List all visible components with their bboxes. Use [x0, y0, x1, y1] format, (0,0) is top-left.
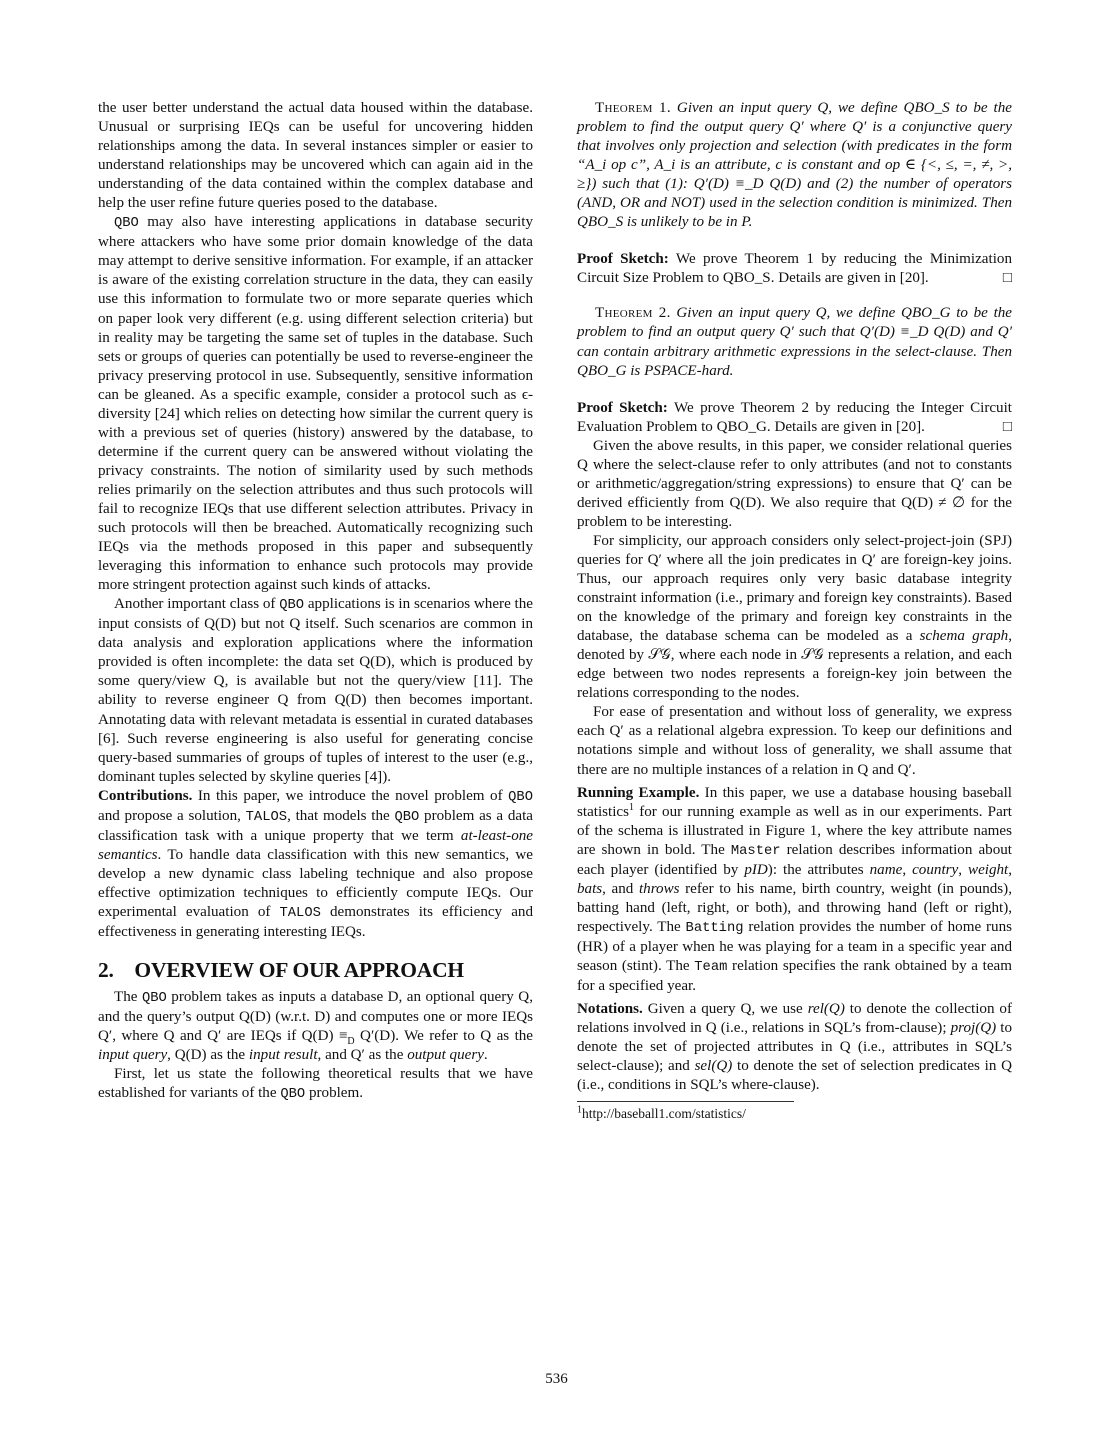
text-run: , denoted by 𝒮𝒢, where each node in 𝒮𝒢 represents a relation, and each edge between two nodes represents a foreign-key join between the relations corresponding to the nodes. [577, 628, 1012, 702]
notations-heading: Notations. [577, 1001, 643, 1018]
text-run: problem. [305, 1085, 364, 1102]
text-run: The [114, 989, 142, 1006]
text-run: , [1008, 861, 1013, 878]
text-run: demonstrates its efficiency and effectiveness in generating interesting IEQs. [98, 903, 533, 941]
proof-2-text: We prove Theorem 2 by reducing the Integer Circuit Evaluation Problem to QBO_G. Details are given in [20]. [577, 399, 1012, 435]
running-example-heading: Running Example. [577, 784, 700, 801]
text-run: In this paper, we use a database housing baseball statistics [577, 784, 1012, 820]
paragraph-spj [577, 532, 1012, 703]
text-run: problem takes as inputs a database D, an optional query Q, and the query’s output Q(D) (w.r.t. D) and computes one or more IEQs Q′, where Q and Q′ are IEQs if Q(D) ≡ [98, 989, 533, 1045]
text-run: for our running example as well as in our experiments. Part of the schema is illustrated in Figure 1, where the key attribute names are shown in bold. The [577, 803, 1012, 858]
paragraph-given-results: Given the above results, in this paper, we consider relational queries Q where the select-clause refer to only attributes (and not to constants or arithmetic/aggregation/string expressions) to ensure that Q′ can be derived efficiently from Q(D). We also require that Q(D) ≠ ∅ for the problem to be interesting. [577, 437, 1012, 530]
code-master: Master [730, 843, 781, 859]
code-team: Team [694, 959, 728, 975]
proof-sketch-2 [577, 399, 1012, 437]
emphasis-term: at-least-one semantics [98, 827, 533, 863]
text-run: relation describes information about each player (identified by [577, 841, 1013, 878]
text-run: First, let us state the following theoretical results that we have established for variants of the [98, 1066, 533, 1102]
emphasis-term: proj(Q) [950, 1020, 997, 1037]
text-run: , Q(D) as the [167, 1047, 249, 1064]
text-run: relation specifies the rank obtained by a team for a specified year. [577, 957, 1012, 995]
emphasis-term: pID [744, 861, 768, 878]
code-qbo: QBO [280, 1087, 306, 1103]
proof-1-text: We prove Theorem 1 by reducing the Minimization Circuit Size Problem to QBO_S. Details are given in [20]. [577, 251, 1012, 287]
text-run: , and Q′ as the [317, 1047, 408, 1064]
proof-1-heading: Proof Sketch: [577, 251, 669, 268]
code-qbo: QBO [394, 809, 420, 825]
text-run: . [483, 1047, 488, 1064]
theorem-2 [577, 304, 1012, 380]
emphasis-term: bats [577, 880, 603, 897]
emphasis-term: input query [98, 1047, 168, 1064]
text-run: . To handle data classification with this new semantics, we develop a new dynamic class labeling technique and also propose effective optimization techniques to efficiently compute IEQs. Our experimental evaluation of [98, 846, 533, 920]
emphasis-term: weight [968, 861, 1009, 878]
code-qbo: QBO [508, 789, 533, 805]
theorem-1 [577, 99, 1012, 232]
text-run: , and [602, 880, 639, 897]
footnote-marker: 1 [629, 801, 634, 813]
text-run: to denote the collection of relations involved in Q (i.e., relations in SQL’s from-clause); [577, 1001, 1012, 1037]
emphasis-term: country [912, 861, 959, 878]
footnote-divider [577, 1101, 794, 1102]
left-column [98, 99, 533, 1104]
text-run: Given a query Q, we use [642, 1001, 808, 1018]
text-run: applications is in scenarios where the input consists of Q(D) but not Q itself. Such scenarios are common in data analysis and exploration applications where the information provided is often incomplete: the data set Q(D), which is produced by some query/view Q, is available but not the query/view [11]. The ability to reverse engineer Q from Q(D) then becomes important. Annotating data with relevant metadata is essential in curated databases [6]. Such reverse engineering is also useful for generating concise query-based summaries of groups of tuples of interest to the user (e.g., dominant tuples selected by skyline queries [4]). [98, 596, 533, 785]
text-run: refer to his name, birth country, weight (in pounds), batting hand (left, right, or both), and throwing hand (left or right), respectively. The [577, 880, 1012, 935]
theorem-2-text: Given an input query Q, we define QBO_G to be the problem to find an output query Q′ such that Q′(D) ≡_D Q(D) and Q′ can contain arbitrary arithmetic expressions in the select-clause. Then QBO_G is PSPACE-hard. [577, 305, 1013, 379]
text-run: Another important class of [114, 596, 280, 613]
emphasis-term: throws [638, 880, 680, 897]
code-qbo: QBO [141, 991, 167, 1007]
text-run: Q′(D). We refer to Q as the [354, 1028, 534, 1045]
emphasis-term: sel(Q) [694, 1058, 733, 1075]
text-run: and propose a solution, [98, 807, 246, 824]
paragraph-overview [98, 988, 533, 1065]
text-run: , [902, 861, 913, 878]
code-qbo: QBO [279, 598, 305, 614]
text-run: relation provides the number of home runs (HR) of a player when he was playing for a team in a specific year and season (stint). The [577, 918, 1012, 974]
emphasis-term: output query [407, 1047, 484, 1064]
theorem-2-heading: Theorem 2. [595, 305, 671, 322]
code-batting: Batting [685, 920, 744, 936]
text-run: , that models the [287, 807, 395, 824]
paragraph-security [98, 213, 533, 595]
emphasis-term: name [869, 861, 903, 878]
qed-symbol: □ [1002, 270, 1012, 287]
text-run: to denote the set of selection predicates in Q (i.e., conditions in SQL’s where-clause). [577, 1058, 1012, 1094]
code-talos: TALOS [245, 809, 288, 825]
code-qbo: QBO [114, 216, 139, 232]
paragraph-security-text: may also have interesting applications in database security where attackers who have some prior domain knowledge of the data may attempt to derive sensitive information. For example, if an attacker is aware of the existing correlation structure in the data, they can easily use this information to formulate two or more separate queries which on paper look very different (e.g. using different selection criteria) but in reality may be targeting the same set of tuples in the database. Such sets or groups of queries can potentially be used to reverse-engineer the privacy preserving protocol in use. Subsequently, sensitive information can be gleaned. As a specific example, consider a protocol such as ϵ-diversity [24] which relies on detecting how similar the current query is with a previous set of queries (history) answered by the database, to determine if the current query can be answered without violating the privacy constraints. The notion of similarity used by such methods relies primarily on the selection attributes and thus such protocols will fail to recognize IEQs that use different selection attributes. Privacy in such protocols will then be breached. Automatically recognizing such IEQs via the methods proposed in this paper and subsequently leveraging this information to enhance such protocols may provide more stringent protection against such kinds of attacks. [98, 214, 533, 594]
qed-symbol: □ [1002, 418, 1012, 435]
paragraph-notations [577, 1000, 1012, 1095]
paragraph-running-example [577, 784, 1012, 997]
emphasis-term: rel(Q) [807, 1001, 845, 1018]
text-run: For simplicity, our approach considers only select-project-join (SPJ) queries for Q′ where all the join predicates in Q′ are foreign-key joins. Thus, our approach requires only very basic database integrity constraint information (i.e., primary and foreign key constraints). Based on the knowledge of the primary and foreign key constraints in the database, the database schema can be modeled as a [577, 532, 1012, 645]
contributions-heading: Contributions. [98, 787, 193, 804]
paragraph-presentation: For ease of presentation and without loss of generality, we express each Q′ as a relational algebra expression. To keep our definitions and notations simple and without loss of generality, we shall assume that there are no multiple instances of a relation in Q and Q′. [577, 704, 1012, 778]
paragraph-reverse-engineering [98, 595, 533, 786]
subscript: D [347, 1036, 355, 1048]
footnote [577, 1105, 1012, 1122]
text-run: ): the attributes [767, 861, 870, 878]
theorem-1-heading: Theorem 1. [595, 100, 671, 116]
right-column [577, 99, 1012, 1122]
paragraph-theoretical-results [98, 1065, 533, 1104]
section-heading: 2. OVERVIEW OF OUR APPROACH [98, 958, 464, 983]
paragraph-contributions [98, 787, 533, 942]
text-run: , [958, 861, 968, 878]
emphasis-term: schema graph [919, 628, 1009, 645]
text-run: to denote the set of projected attributes in Q (i.e., attributes in SQL’s select-clause); and [577, 1020, 1013, 1075]
proof-2-heading: Proof Sketch: [577, 399, 668, 416]
code-talos: TALOS [279, 905, 321, 921]
footnote-url: http://baseball1.com/statistics/ [582, 1106, 746, 1122]
page-number: 536 [545, 1371, 568, 1387]
proof-sketch-1 [577, 250, 1012, 288]
theorem-1-text: Given an input query Q, we define QBO_S to be the problem to find the output query Q′ where Q′ is a conjunctive query that involves only projection and selection (with predicates in the form “A_i op c”, A_i is an attribute, c is constant and op ∈ {<, ≤, =, ≠, >, ≥}) such that (1): Q′(D) ≡_D Q(D) and (2) the number of operators (AND, OR and NOT) used in the selection condition is minimized. Then QBO_S is unlikely to be in P. [577, 100, 1012, 231]
text-run: problem as a data classification task with a unique property that we term [98, 807, 533, 844]
emphasis-term: input result [248, 1047, 318, 1064]
paragraph-intro-continued: the user better understand the actual data housed within the database. Unusual or surprising IEQs can be useful for uncovering hidden relationships among the data. In several instances simpler or easier to understand relationships may be uncovered which can again aid in the understanding of the data contained within the complex database and help the user refine future queries posed to the database. [98, 100, 533, 212]
footnote-number: 1 [577, 1104, 582, 1116]
text-run: In this paper, we introduce the novel problem of [192, 787, 509, 804]
